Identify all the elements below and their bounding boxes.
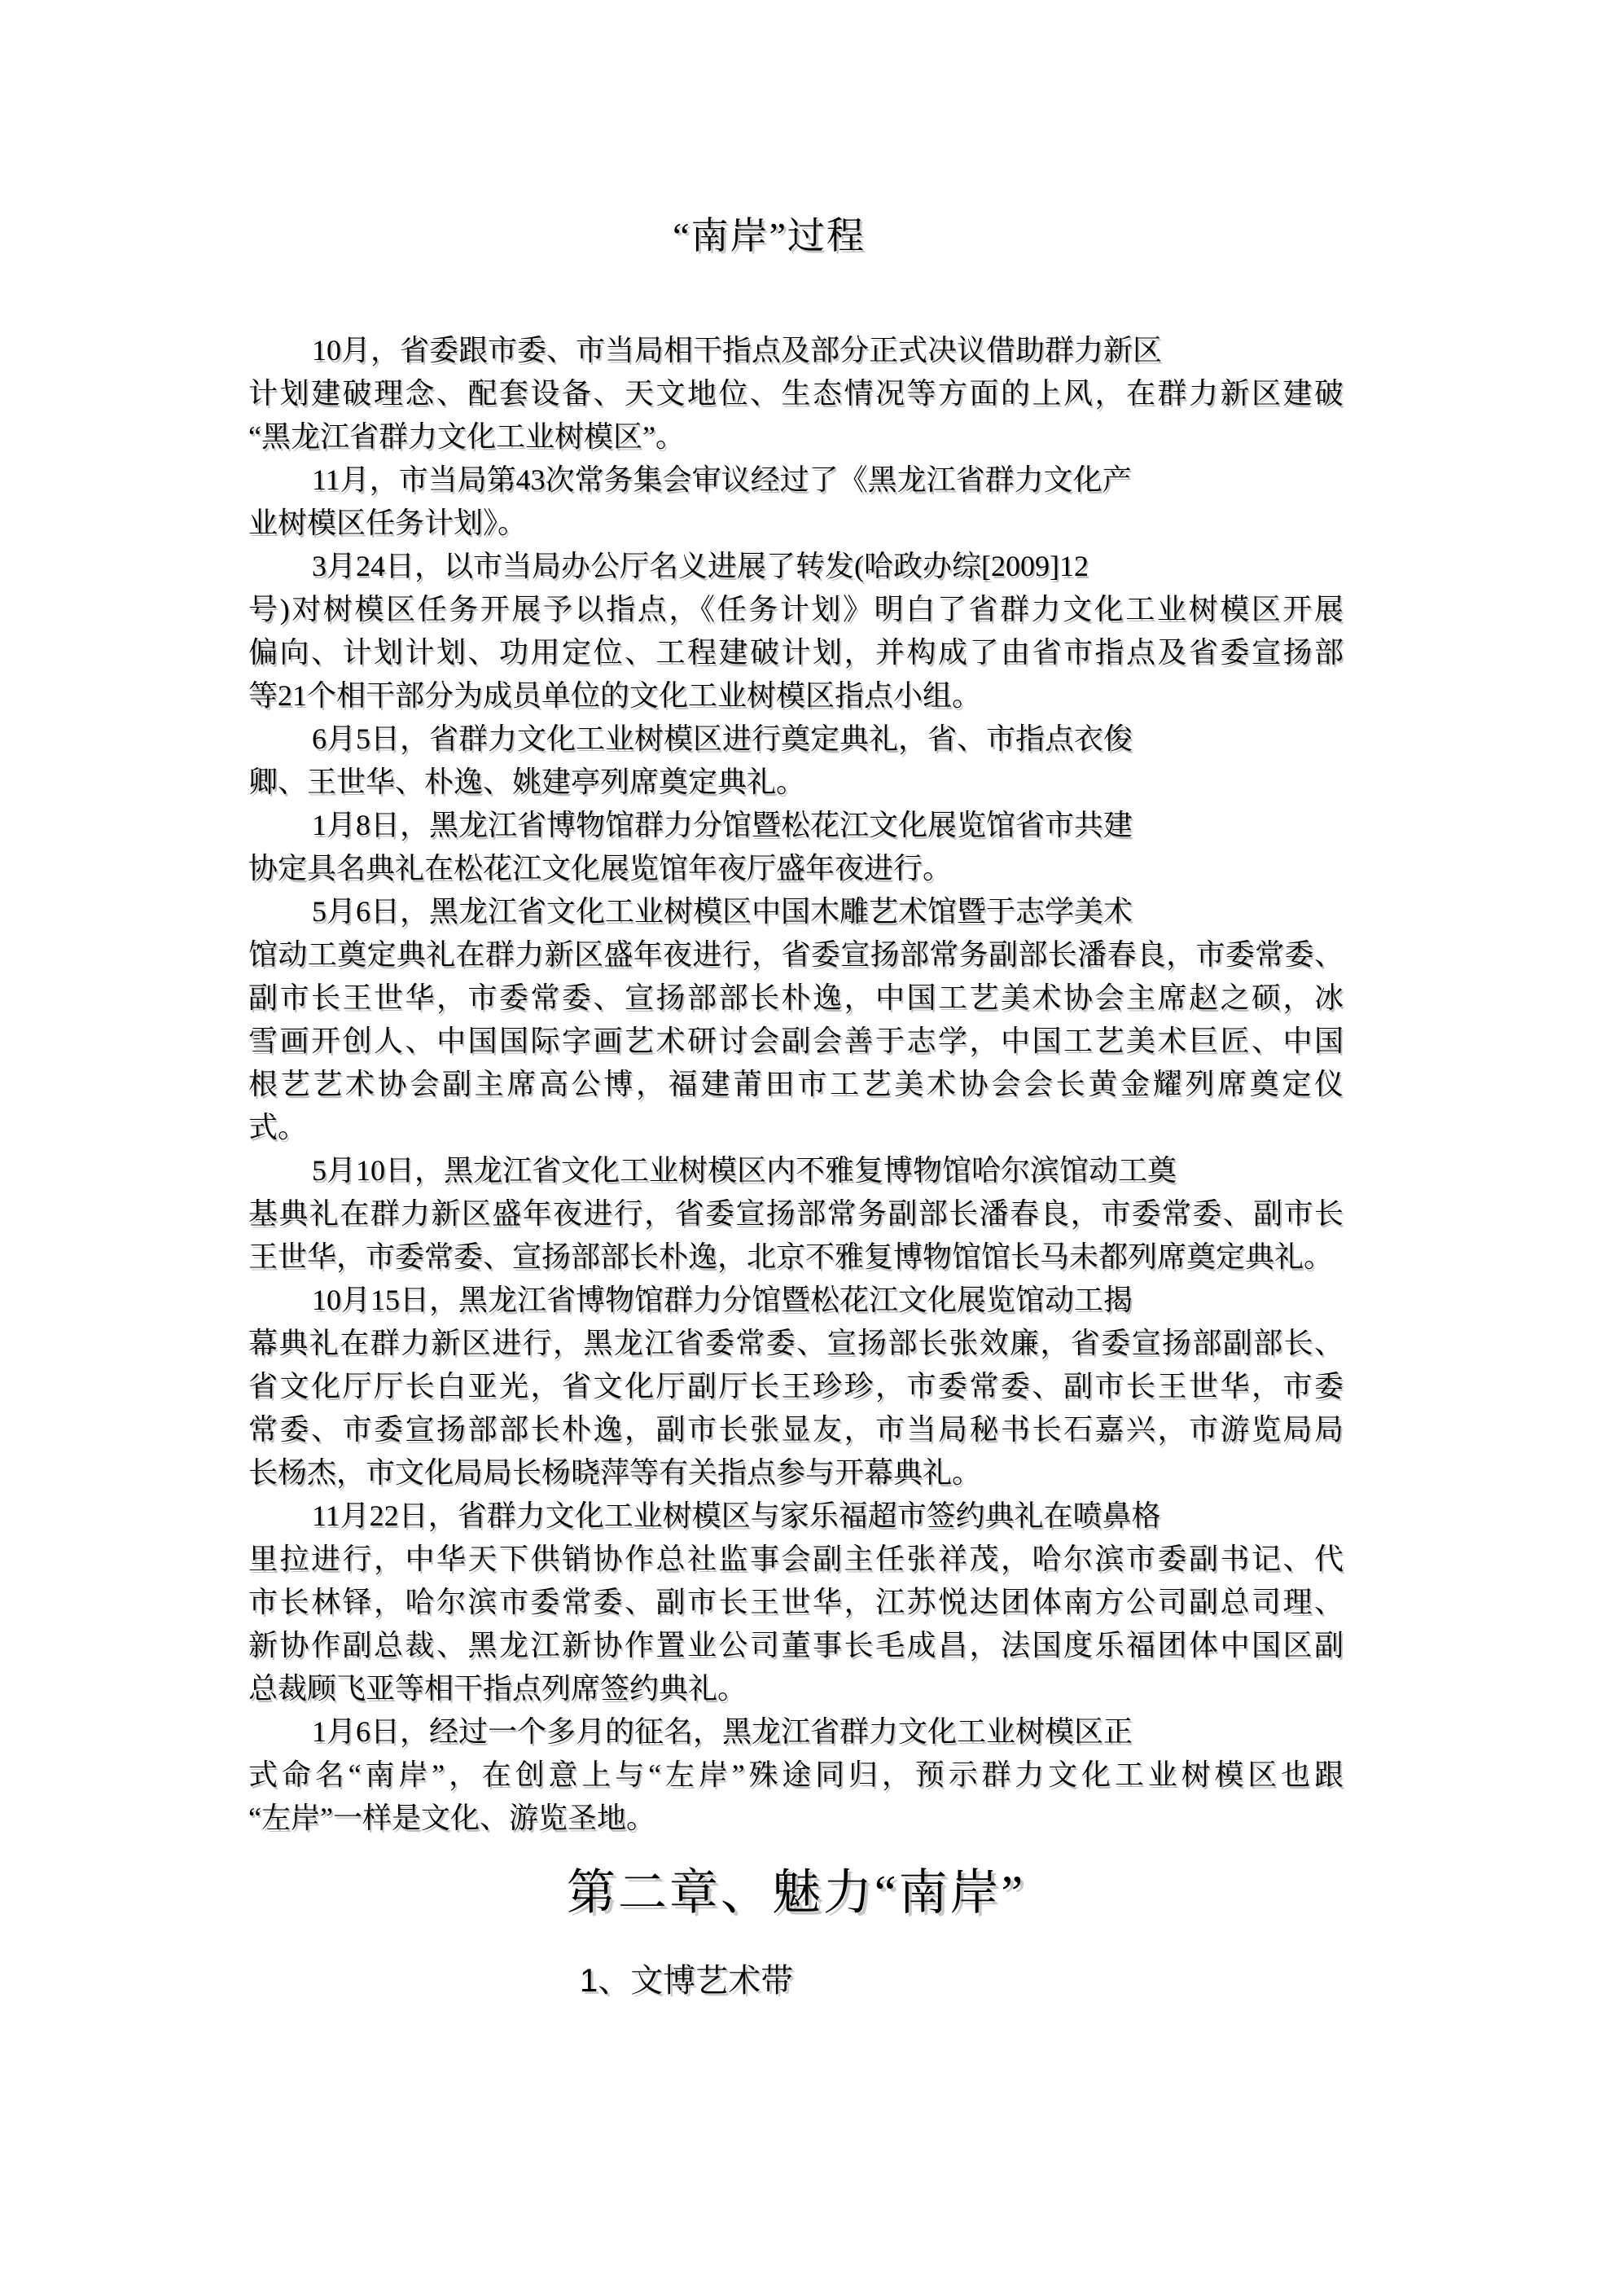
body-line: 偏向、计划计划、功用定位、工程建破计划，并构成了由省市指点及省委宣扬部 (248, 636, 1344, 669)
paragraph (248, 1495, 1344, 1710)
section-heading: 1、文博艺术带 (580, 1963, 794, 1999)
body-line: 王世华，市委常委、宣扬部部长朴逸，北京不雅复博物馆馆长马未都列席奠定典礼。 (248, 1240, 1334, 1273)
body-line: 号)对树模区任务开展予以指点，《任务计划》明白了省群力文化工业树模区开展 (248, 593, 1344, 626)
body-line: 5月6日，黑龙江省文化工业树模区中国木雕艺术馆暨于志学美术 (312, 895, 1133, 928)
body-line: 业树模区任务计划》。 (248, 507, 528, 539)
body-line: 协定具名典礼在松花江文化展览馆年夜厅盛年夜进行。 (248, 852, 953, 885)
body-line: 5月10日，黑龙江省文化工业树模区内不雅复博物馆哈尔滨馆动工奠 (312, 1154, 1177, 1187)
body-line: “左岸”一样是文化、游览圣地。 (248, 1802, 655, 1834)
body-line: 计划建破理念、配套设备、天文地位、生态情况等方面的上风，在群力新区建破 (248, 377, 1344, 410)
paragraph (248, 329, 1344, 459)
body-line: 根艺艺术协会副主席高公博，福建莆田市工艺美术协会会长黄金耀列席奠定仪 (248, 1068, 1344, 1100)
paragraph (248, 459, 1344, 545)
paragraph (248, 890, 1344, 1149)
body-line: 雪画开创人、中国国际字画艺术研讨会副会善于志学，中国工艺美术巨匠、中国 (248, 1025, 1344, 1057)
body-line: 10月，省委跟市委、市当局相干指点及部分正式决议借助群力新区 (312, 334, 1163, 367)
body-line: 总裁顾飞亚等相干指点列席签约典礼。 (248, 1672, 747, 1705)
body-line: 3月24日，以市当局办公厅名义进展了转发(哈政办综[2009]12 (312, 550, 1089, 582)
body-line: 长杨杰，市文化局局长杨晓萍等有关指点参与开幕典礼。 (248, 1456, 982, 1489)
body-line: 式。 (248, 1111, 308, 1144)
chapter-heading: 第二章、魅力“南岸” (566, 1866, 1026, 1920)
body-line: 省文化厅厅长白亚光，省文化厅副厅长王珍珍，市委常委、副市长王世华，市委 (248, 1370, 1344, 1403)
body-line: 1月8日，黑龙江省博物馆群力分馆暨松花江文化展览馆省市共建 (312, 809, 1133, 841)
body-line: 11月，市当局第43次常务集会审议经过了《黑龙江省群力文化产 (312, 463, 1132, 496)
paragraph (248, 1149, 1344, 1279)
body-line: 常委、市委宣扬部部长朴逸，副市长张显友，市当局秘书长石嘉兴，市游览局局 (248, 1413, 1344, 1446)
paragraph (248, 1710, 1344, 1840)
paragraph (248, 545, 1344, 718)
body-line: 卿、王世华、朴逸、姚建亭列席奠定典礼。 (248, 766, 806, 798)
body-line: 幕典礼在群力新区进行，黑龙江省委常委、宣扬部长张效廉，省委宣扬部副部长、 (248, 1327, 1344, 1359)
body-line: 馆动工奠定典礼在群力新区盛年夜进行，省委宣扬部常务副部长潘春良，市委常委、 (248, 938, 1344, 971)
document-title: “南岸”过程 (673, 215, 866, 257)
paragraph (248, 718, 1344, 804)
body-line: 1月6日，经过一个多月的征名，黑龙江省群力文化工业树模区正 (312, 1715, 1133, 1748)
body-text (248, 329, 1344, 1840)
body-line: 等21个相干部分为成员单位的文化工业树模区指点小组。 (248, 679, 982, 712)
body-line: “黑龙江省群力文化工业树模区”。 (248, 420, 685, 453)
paragraph (248, 804, 1344, 890)
body-line: 市长林铎，哈尔滨市委常委、副市长王世华，江苏悦达团体南方公司副总司理、 (248, 1586, 1344, 1618)
body-line: 10月15日，黑龙江省博物馆群力分馆暨松花江文化展览馆动工揭 (312, 1284, 1133, 1316)
body-line: 6月5日，省群力文化工业树模区进行奠定典礼，省、市指点衣俊 (312, 722, 1133, 755)
body-line: 新协作副总裁、黑龙江新协作置业公司董事长毛成昌，法国度乐福团体中国区副 (248, 1629, 1344, 1662)
body-line: 基典礼在群力新区盛年夜进行，省委宣扬部常务副部长潘春良，市委常委、副市长 (248, 1197, 1344, 1230)
paragraph (248, 1279, 1344, 1495)
body-line: 里拉进行，中华天下供销协作总社监事会副主任张祥茂，哈尔滨市委副书记、代 (248, 1543, 1344, 1575)
body-line: 11月22日，省群力文化工业树模区与家乐福超市签约典礼在喷鼻格 (312, 1499, 1161, 1532)
body-line: 式命名“南岸”，在创意上与“左岸”殊途同归，预示群力文化工业树模区也跟 (248, 1758, 1344, 1791)
body-line: 副市长王世华，市委常委、宣扬部部长朴逸，中国工艺美术协会主席赵之硕，冰 (248, 981, 1344, 1014)
